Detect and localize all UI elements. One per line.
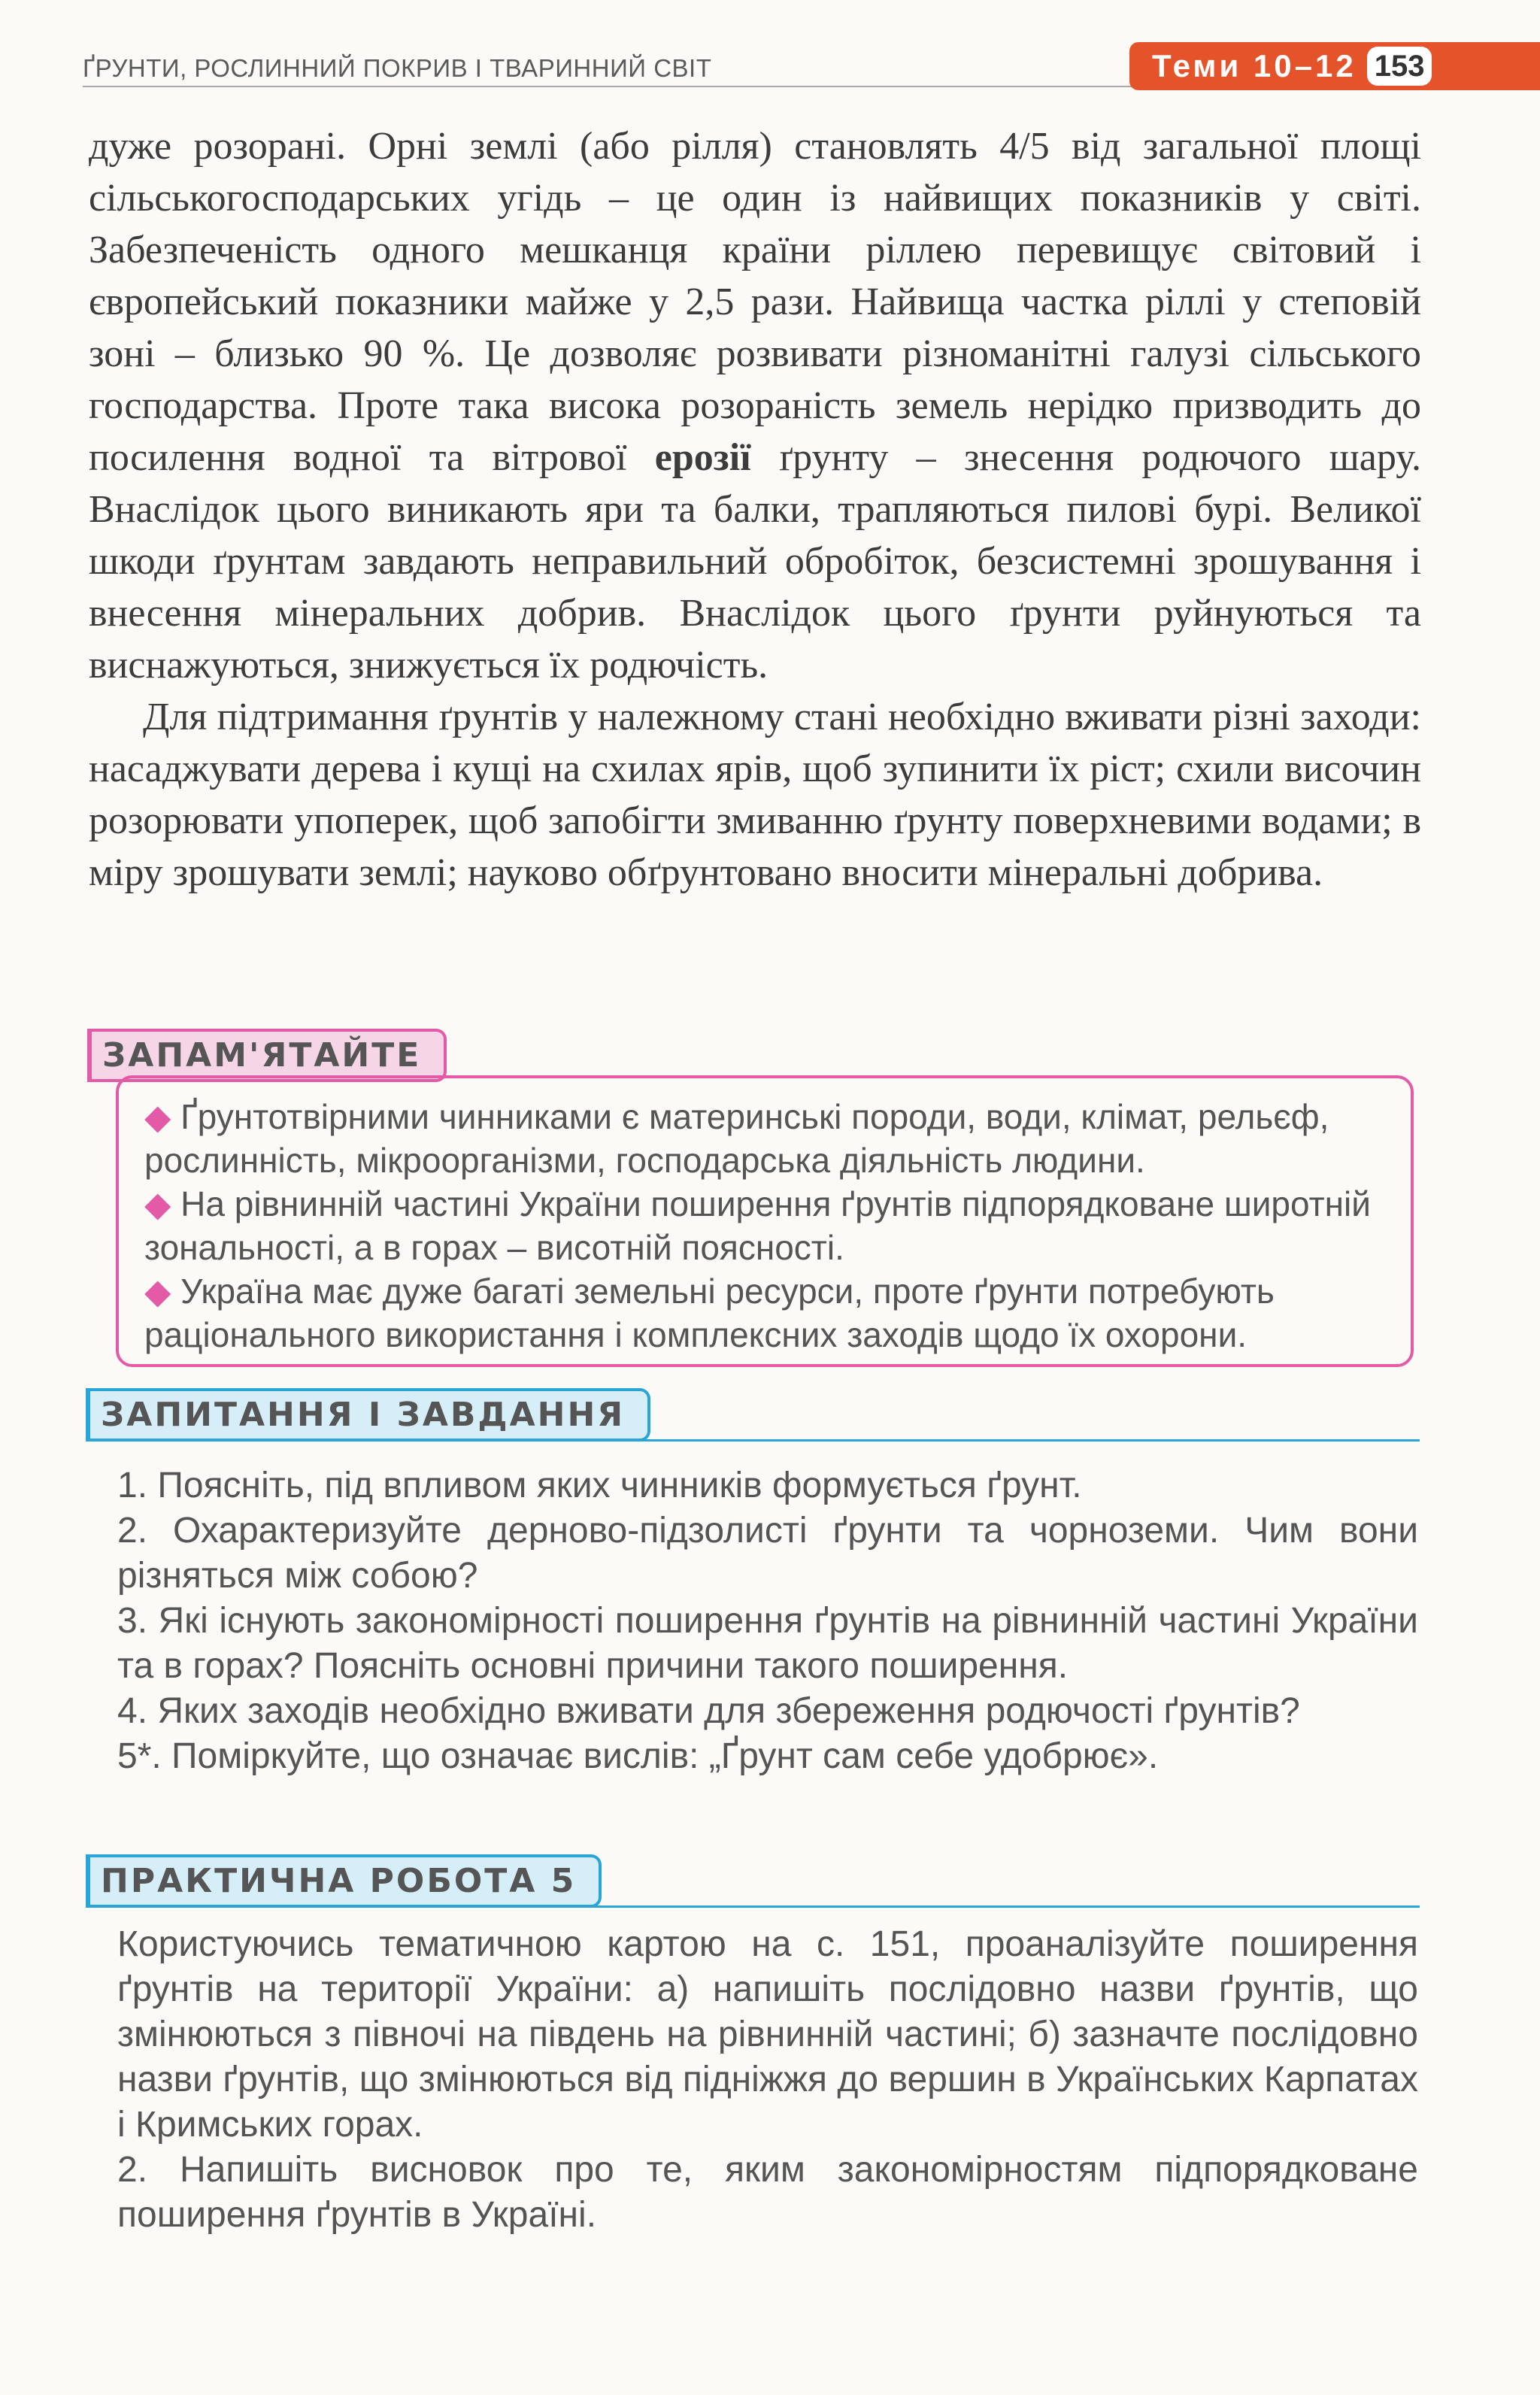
page-header xyxy=(83,42,1540,90)
questions-rule xyxy=(571,1439,1420,1442)
remember-item-text: Україна має дуже багаті земельні ресурси, проте ґрунти потребують раціонального використання і комплексних заходів щодо їх охорони. xyxy=(144,1272,1275,1354)
diamond-bullet-icon: ◆ xyxy=(144,1097,171,1136)
question-item: 5*. Поміркуйте, що означає вислів: „Ґрунт сам себе удобрює». xyxy=(117,1736,1159,1776)
remember-item xyxy=(144,1182,1390,1269)
diamond-bullet-icon: ◆ xyxy=(144,1272,171,1311)
term-erosion: ерозії xyxy=(654,436,751,479)
remember-item xyxy=(144,1269,1390,1357)
questions-heading: ЗАПИТАННЯ І ЗАВДАННЯ xyxy=(86,1388,650,1442)
paragraph-1-text-b: ґрунту – знесення родючого шару. Внаслідок цього виникають яри та балки, трапляються пилові бурі. Великої шкоди ґрунтам завдають неправильний обробіток, безсистемні зрошування і внесення мінеральних добрив. Внаслідок цього ґрунти руйнуються та виснажуються, знижується їх родючість. xyxy=(89,436,1421,687)
questions-list xyxy=(117,1463,1418,1779)
remember-item xyxy=(144,1095,1390,1182)
practical-item: Користуючись тематичною картою на с. 151, проаналізуйте поширення ґрунтів на території України: а) напишіть послідовно назви ґрунтів, що змінюються з півночі на південь на рівнинній частині; б) зазначте послідовно назви ґрунтів, що змінюються від підніжжя до вершин в Українських Карпатах і Кримських горах. xyxy=(117,1924,1418,2145)
remember-item-text: Ґрунтотвірними чинниками є материнські породи, води, клімат, рельєф, рослинність, мікроорганізми, господарська діяльність людини. xyxy=(144,1097,1329,1180)
practical-item: 2. Напишіть висновок про те, яким закономірностям підпорядковане поширення ґрунтів в Україні. xyxy=(117,2150,1418,2235)
running-title: ҐРУНТИ, РОСЛИННИЙ ПОКРИВ І ТВАРИННИЙ СВІТ xyxy=(83,54,712,82)
practical-heading: ПРАКТИЧНА РОБОТА 5 xyxy=(86,1854,602,1908)
practical-rule xyxy=(541,1905,1420,1908)
question-item: 1. Поясніть, під впливом яких чинників формується ґрунт. xyxy=(117,1466,1082,1505)
remember-heading: ЗАПАМ'ЯТАЙТЕ xyxy=(87,1029,447,1082)
practical-list xyxy=(117,1922,1418,2238)
header-rule xyxy=(83,86,1135,87)
remember-box xyxy=(116,1075,1414,1367)
main-text xyxy=(89,120,1421,899)
question-item: 2. Охарактеризуйте дерново-підзолисті ґрунти та чорноземи. Чим вони різняться між собою? xyxy=(117,1511,1418,1596)
paragraph-2: Для підтримання ґрунтів у належному стані необхідно вживати різні заходи: насаджувати дерева і кущі на схилах ярів, щоб зупинити їх ріст; схили височин розорювати упоперек, щоб запобігти змиванню ґрунту поверхневими водами; в міру зрошувати землі; науково обґрунтовано вносити мінеральні добрива. xyxy=(89,696,1421,894)
topic-label: Теми 10–12 xyxy=(1152,48,1357,83)
question-item: 4. Яких заходів необхідно вживати для збереження родючості ґрунтів? xyxy=(117,1691,1300,1731)
page-number: 153 xyxy=(1367,47,1432,86)
topic-tab xyxy=(1129,42,1540,90)
question-item: 3. Які існують закономірності поширення ґрунтів на рівнинній частині України та в горах? Поясніть основні причини такого поширення. xyxy=(117,1601,1418,1686)
diamond-bullet-icon: ◆ xyxy=(144,1184,171,1223)
paragraph-1 xyxy=(89,120,1421,691)
remember-item-text: На рівнинній частині України поширення ґрунтів підпорядковане широтній зональності, а в горах – висотній поясності. xyxy=(144,1184,1371,1267)
paragraph-1-text-a: дуже розорані. Орні землі (або рілля) становлять 4/5 від загальної площі сільськогосподарських угідь – це один із найвищих показників у світі. Забезпеченість одного мешканця країни ріллею перевищує світовий і європейський показники майже у 2,5 рази. Найвища частка ріллі у степовій зоні – близько 90 %. Це дозволяє розвивати різноманітні галузі сільського господарства. Проте така висока розораність земель нерідко призводить до посилення водної та вітрової xyxy=(89,125,1421,479)
